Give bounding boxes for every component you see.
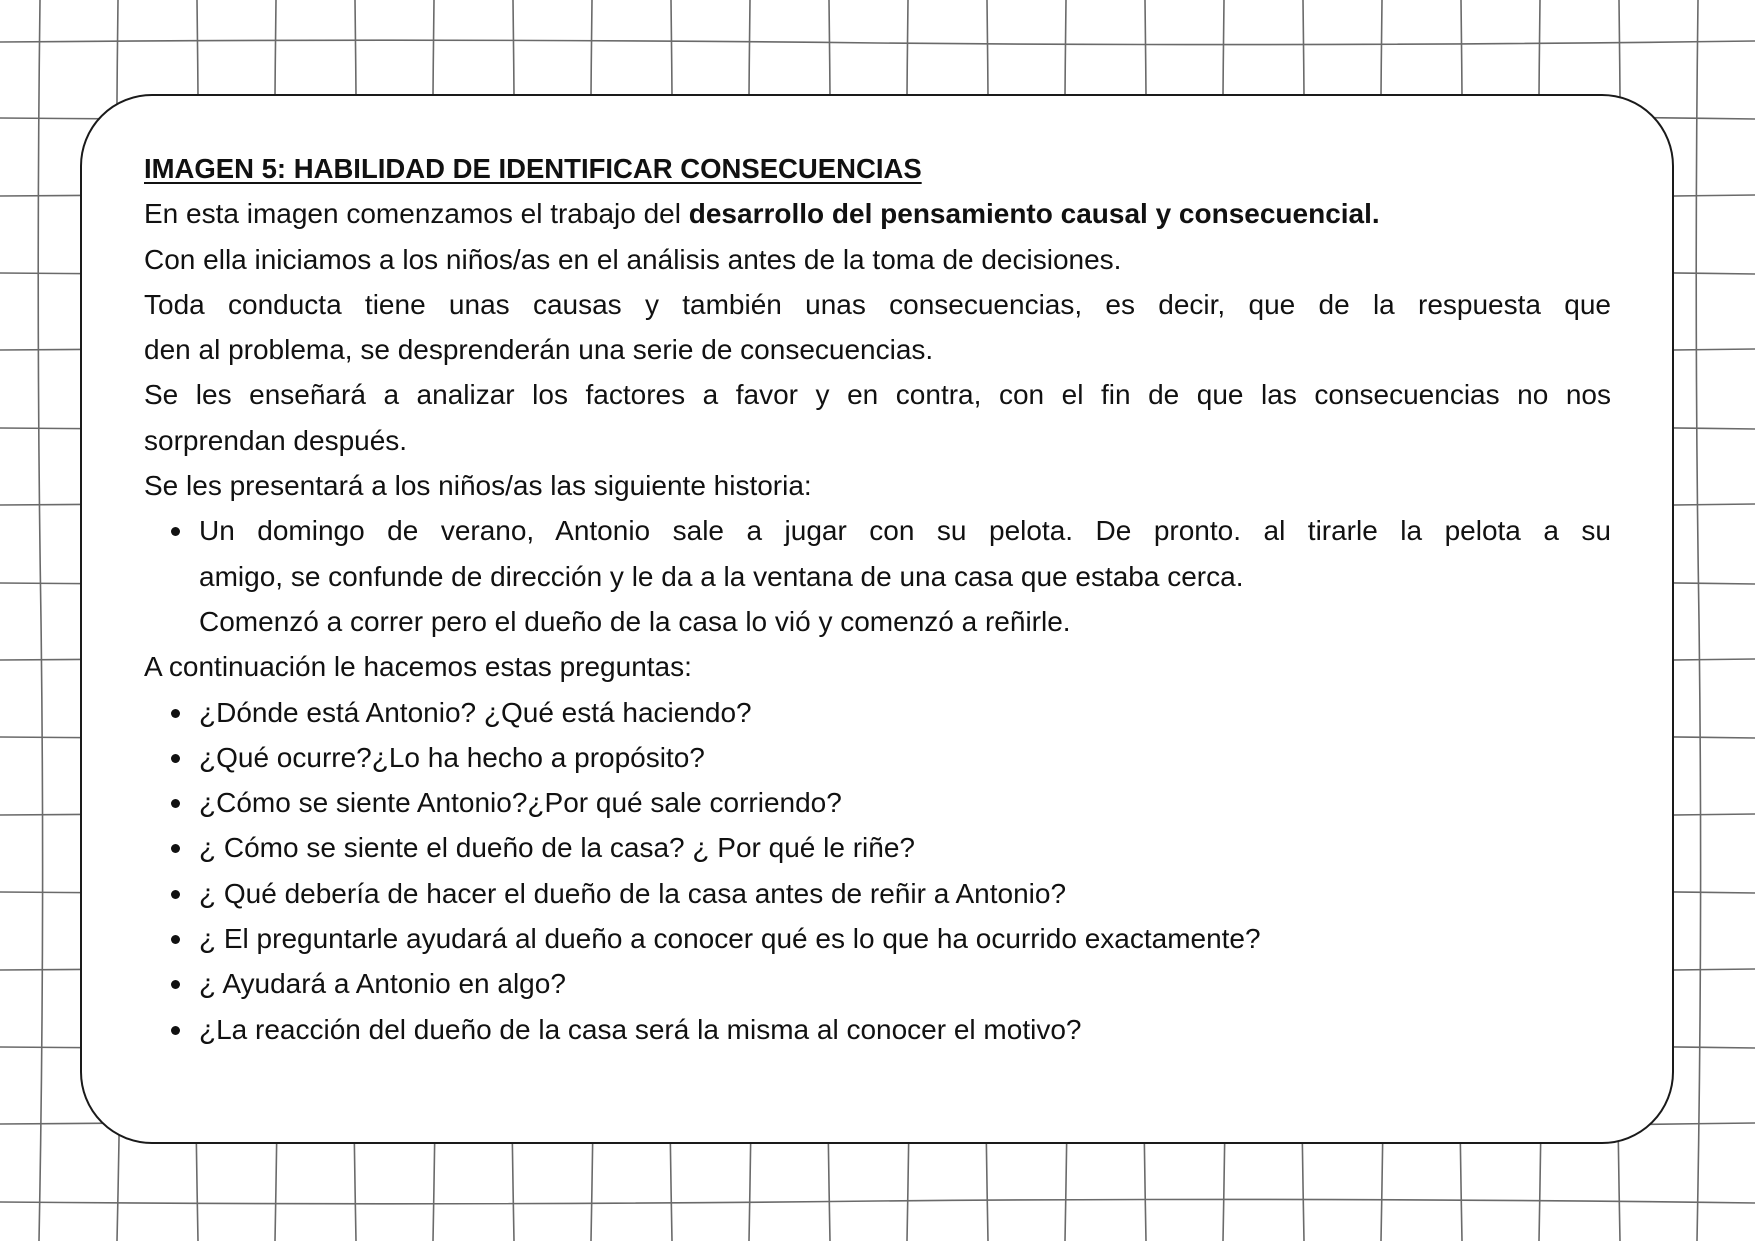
bullet-icon bbox=[171, 980, 180, 989]
question-item bbox=[144, 780, 1611, 825]
story-list bbox=[144, 508, 1611, 599]
bullet-icon bbox=[171, 890, 180, 899]
intro-text: En esta imagen comenzamos el trabajo del bbox=[144, 198, 689, 230]
bullet-icon bbox=[171, 935, 180, 944]
question-item bbox=[144, 825, 1611, 870]
question-item bbox=[144, 690, 1611, 735]
bullet-icon bbox=[171, 709, 180, 718]
question-text: ¿ Qué debería de hacer el dueño de la casa antes de reñir a Antonio? bbox=[199, 877, 1067, 909]
question-text: ¿Dónde está Antonio? ¿Qué está haciendo? bbox=[199, 696, 752, 728]
question-text: ¿La reacción del dueño de la casa será la misma al conocer el motivo? bbox=[199, 1013, 1082, 1045]
bullet-icon bbox=[171, 527, 180, 536]
question-item bbox=[144, 916, 1611, 961]
intro-paragraph bbox=[144, 191, 1611, 236]
question-text: ¿Qué ocurre?¿Lo ha hecho a propósito? bbox=[199, 741, 705, 773]
question-text: ¿Cómo se siente Antonio?¿Por qué sale corriendo? bbox=[199, 787, 842, 819]
bullet-icon bbox=[171, 754, 180, 763]
intro-bold-text: desarrollo del pensamiento causal y consecuencial. bbox=[688, 198, 1380, 230]
bullet-icon bbox=[171, 844, 180, 853]
paragraph-3-line-1: Se les enseñará a analizar los factores a favor y en contra, con el fin de que las consecuencias no nos bbox=[144, 379, 1611, 411]
bullet-icon bbox=[171, 799, 180, 808]
question-text: ¿ Cómo se siente el dueño de la casa? ¿ Por qué le riñe? bbox=[199, 832, 915, 864]
paragraph-3-line-2: sorprendan después. bbox=[144, 424, 408, 456]
questions-intro: A continuación le hacemos estas preguntas: bbox=[144, 651, 692, 683]
question-item bbox=[144, 871, 1611, 916]
story-line-1: Un domingo de verano, Antonio sale a jugar con su pelota. De pronto. al tirarle la pelota a su bbox=[199, 515, 1611, 547]
paragraph-2-line-1: Toda conducta tiene unas causas y también unas consecuencias, es decir, que de la respuesta que bbox=[144, 288, 1611, 320]
content-card bbox=[80, 94, 1674, 1144]
question-item bbox=[144, 961, 1611, 1006]
question-text: ¿ Ayudará a Antonio en algo? bbox=[199, 968, 566, 1000]
bullet-icon bbox=[171, 1026, 180, 1035]
page-title: IMAGEN 5: HABILIDAD DE IDENTIFICAR CONSECUENCIAS bbox=[144, 153, 922, 184]
story-line-3: Comenzó a correr pero el dueño de la casa lo vió y comenzó a reñirle. bbox=[199, 605, 1071, 637]
question-item bbox=[144, 735, 1611, 780]
paragraph-1: Con ella iniciamos a los niños/as en el análisis antes de la toma de decisiones. bbox=[144, 243, 1122, 275]
questions-list bbox=[144, 690, 1611, 1052]
story-item bbox=[144, 508, 1611, 599]
question-item bbox=[144, 1007, 1611, 1052]
question-text: ¿ El preguntarle ayudará al dueño a conocer qué es lo que ha ocurrido exactamente? bbox=[199, 923, 1261, 955]
paragraph-2-line-2: den al problema, se desprenderán una serie de consecuencias. bbox=[144, 334, 934, 366]
paragraph-4: Se les presentará a los niños/as las siguiente historia: bbox=[144, 470, 812, 502]
story-line-2: amigo, se confunde de dirección y le da a la ventana de una casa que estaba cerca. bbox=[199, 560, 1244, 592]
